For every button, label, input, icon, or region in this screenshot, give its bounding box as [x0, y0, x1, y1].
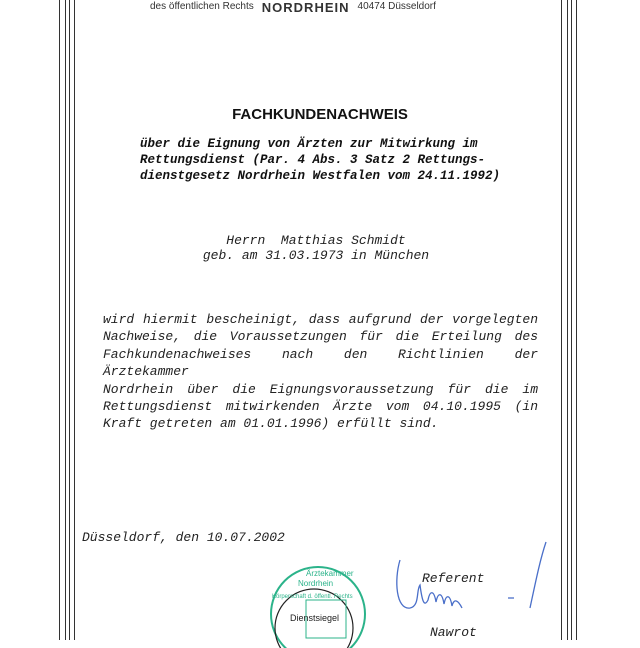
recipient-block — [0, 233, 632, 263]
document-title: FACHKUNDENACHWEIS — [232, 106, 408, 123]
signatory-role: Referent — [422, 571, 485, 586]
body-line: Kraft getreten am 01.01.1996) erfüllt sind. — [103, 416, 439, 432]
seal-text-3: Körperschaft d. öffentl. Rechts — [272, 594, 353, 600]
letterhead-left-text: des öffentlichen Rechts — [150, 1, 254, 12]
recipient-birth: geb. am 31.03.1973 in München — [202, 248, 430, 263]
body-line: Nordrhein über die Eignungsvoraussetzung für die im — [103, 381, 538, 397]
subtitle-line: über die Eignung von Ärzten zur Mitwirkung im — [140, 137, 478, 151]
right-border-frame — [561, 0, 577, 640]
body-line: Rettungsdienst mitwirkenden Ärzte vom 04.10.1995 (in — [103, 399, 538, 415]
place-date: Düsseldorf, den 10.07.2002 — [82, 530, 285, 545]
letterhead-address: 40474 Düsseldorf — [357, 1, 436, 12]
body-line: wird hiermit bescheinigt, dass aufgrund der vorgelegten — [103, 312, 538, 327]
letterhead — [150, 0, 470, 14]
signatory-name: Nawrot — [430, 625, 477, 640]
letterhead-logo: NORDRHEIN — [261, 0, 350, 15]
subtitle-line: Rettungsdienst (Par. 4 Abs. 3 Satz 2 Rettungs- — [140, 153, 486, 167]
seal-center-text: Dienstsiegel — [290, 613, 340, 623]
subtitle — [140, 136, 500, 184]
seal-text-2: Nordrhein — [298, 579, 334, 588]
subtitle-line: dienstgesetz Nordrhein Westfalen vom 24.11.1992) — [140, 169, 501, 183]
certificate-body — [103, 311, 538, 433]
handwritten-signature — [390, 540, 560, 620]
body-line: Nachweise, die Voraussetzungen für die Erteilung des — [103, 329, 538, 345]
seal-text-1: Ärztekammer — [306, 569, 354, 578]
left-border-frame — [59, 0, 75, 640]
official-seal — [266, 558, 378, 648]
body-line: Fachkundenachweises nach den Richtlinien der Ärztekammer — [103, 346, 538, 380]
recipient-name: Herrn Matthias Schmidt — [226, 233, 406, 248]
